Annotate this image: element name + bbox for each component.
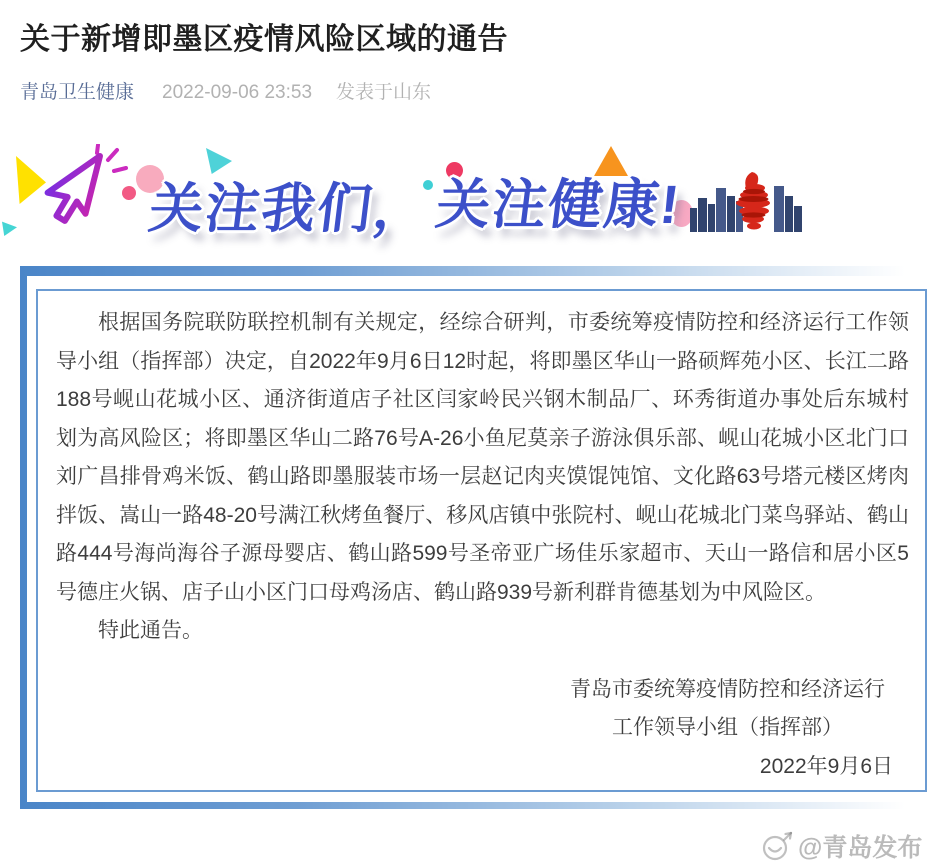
teal-triangle-small-shape (2, 220, 17, 236)
account-name-link[interactable]: 青岛卫生健康 (20, 82, 135, 103)
publish-location: 发表于山东 (336, 82, 432, 103)
notice-closing-line: 特此通告。 (98, 619, 203, 642)
watermark-text: @青岛发布 (798, 834, 923, 862)
banner-slogan-left: 关注我们， (145, 179, 434, 239)
watermark (760, 828, 922, 864)
promo-banner-image[interactable] (0, 140, 942, 244)
notice-frame-gap (27, 276, 942, 802)
notice-outer-frame (20, 266, 942, 809)
notice-inner-box (36, 289, 927, 792)
publish-timestamp: 2022-09-06 23:53 (162, 82, 313, 103)
page-title: 关于新增即墨区疫情风险区域的通告 (20, 23, 508, 56)
signature-line: 工作领导小组（指挥部） (612, 716, 843, 739)
byline (20, 82, 922, 104)
signature-date: 2022年9月6日 (759, 754, 893, 778)
notice-signature-block (56, 671, 909, 787)
signature-line: 青岛市委统筹疫情防控和经济运行 (570, 677, 885, 701)
qingdao-fabu-logo-icon (760, 830, 794, 862)
banner-slogan-right: 关注健康! (432, 175, 685, 235)
qingdao-skyline-sculpture-icon (690, 168, 802, 232)
notice-body-paragraph: 根据国务院联防联控机制有关规定，经综合研判，市委统筹疫情防控和经济运行工作领导小组（指挥部）决定，自2022年9月6日12时起，将即墨区华山一路硕辉苑小区、长江二路188号岘山花城小区、通济街道店子社区闫家岭民兴钢木制品厂、环秀街道办事处后东城村划为高风险区；将即墨区华山二路76号A-26小鱼尼莫亲子游泳俱乐部、岘山花城小区北门口刘广昌排骨鸡米饭、鹤山路即墨服装市场一层赵记肉夹馍馄饨馆、文化路63号塔元楼区烤肉拌饭、嵩山一路48-20号满江秋烤鱼餐厅、移风店镇中张院村、岘山花城北门菜鸟驿站、鹤山路444号海尚海谷子源母婴店、鹤山路599号圣帝亚广场佳乐家超市、天山一路信和居小区5号德庄火锅、店子山小区门口母鸡汤店、鹤山路939号新利群肯德基划为中风险区。 (56, 311, 909, 604)
cursor-click-icon (38, 144, 130, 236)
